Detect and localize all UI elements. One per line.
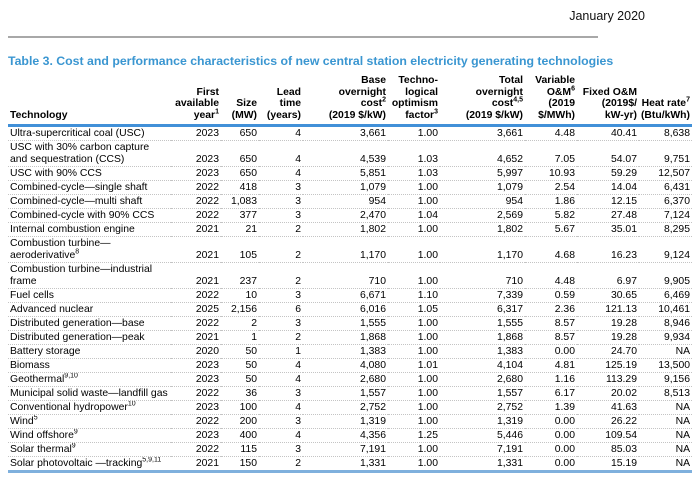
table-title: Table 3. Cost and performance characteristics of new central station electricity generating technologies — [8, 54, 614, 68]
value-cell: 9,905 — [639, 263, 692, 289]
value-cell: 0.00 — [525, 429, 577, 443]
value-cell: 1.00 — [388, 263, 440, 289]
value-cell: 200 — [221, 415, 259, 429]
value-cell: 1,802 — [303, 223, 388, 237]
value-cell: 2022 — [171, 181, 221, 195]
table-row — [8, 223, 692, 237]
value-cell: 1 — [221, 331, 259, 345]
value-cell: 10 — [221, 289, 259, 303]
value-cell: 27.48 — [577, 209, 639, 223]
value-cell: 105 — [221, 237, 259, 263]
value-cell: 2,680 — [303, 373, 388, 387]
table-row — [8, 126, 692, 141]
value-cell: 50 — [221, 373, 259, 387]
value-cell: 1.00 — [388, 415, 440, 429]
value-cell: 2023 — [171, 141, 221, 167]
value-cell: 1,383 — [440, 345, 525, 359]
table-row — [8, 195, 692, 209]
value-cell: 113.29 — [577, 373, 639, 387]
value-cell: 7,339 — [440, 289, 525, 303]
value-cell: 9,156 — [639, 373, 692, 387]
value-cell: 6,431 — [639, 181, 692, 195]
value-cell: 5,997 — [440, 167, 525, 181]
value-cell: 6,016 — [303, 303, 388, 317]
column-header-first-available-year: First available year$^1$ — [171, 75, 221, 126]
value-cell: 2,752 — [440, 401, 525, 415]
value-cell: 50 — [221, 359, 259, 373]
value-cell: 2022 — [171, 387, 221, 401]
top-rule — [8, 36, 598, 38]
table-row — [8, 289, 692, 303]
value-cell: NA — [639, 457, 692, 472]
value-cell: 4.48 — [525, 126, 577, 141]
table-row — [8, 167, 692, 181]
value-cell: 650 — [221, 167, 259, 181]
value-cell: 15.19 — [577, 457, 639, 472]
value-cell: 7,191 — [303, 443, 388, 457]
technology-cell: Wind offshore$^9$ — [8, 429, 171, 443]
value-cell: 0.00 — [525, 457, 577, 472]
value-cell: 4,652 — [440, 141, 525, 167]
value-cell: 710 — [303, 263, 388, 289]
value-cell: 1.01 — [388, 359, 440, 373]
value-cell: 35.01 — [577, 223, 639, 237]
value-cell: 85.03 — [577, 443, 639, 457]
value-cell: 14.04 — [577, 181, 639, 195]
value-cell: 1.00 — [388, 126, 440, 141]
technology-cell: Solar thermal$^9$ — [8, 443, 171, 457]
value-cell: 3 — [259, 317, 303, 331]
value-cell: 237 — [221, 263, 259, 289]
table-row — [8, 331, 692, 345]
value-cell: 418 — [221, 181, 259, 195]
value-cell: 2023 — [171, 126, 221, 141]
value-cell: 4,539 — [303, 141, 388, 167]
value-cell: 9,934 — [639, 331, 692, 345]
technology-cell: Distributed generation—peak — [8, 331, 171, 345]
value-cell: 2 — [259, 331, 303, 345]
value-cell: 16.23 — [577, 237, 639, 263]
technology-cell: Combined-cycle—single shaft — [8, 181, 171, 195]
value-cell: 2020 — [171, 345, 221, 359]
technology-cell: Distributed generation—base — [8, 317, 171, 331]
value-cell: 1.16 — [525, 373, 577, 387]
technology-cell: Advanced nuclear — [8, 303, 171, 317]
value-cell: 2,470 — [303, 209, 388, 223]
value-cell: NA — [639, 401, 692, 415]
table-row — [8, 387, 692, 401]
issue-date: January 2020 — [569, 9, 645, 23]
value-cell: 0.00 — [525, 345, 577, 359]
value-cell: 1.00 — [388, 401, 440, 415]
value-cell: 2,752 — [303, 401, 388, 415]
value-cell: 2023 — [171, 373, 221, 387]
value-cell: 8,295 — [639, 223, 692, 237]
value-cell: 2 — [259, 237, 303, 263]
value-cell: 6,469 — [639, 289, 692, 303]
technology-cell: Combustion turbine—industrial frame — [8, 263, 171, 289]
value-cell: 2022 — [171, 415, 221, 429]
value-cell: 1.00 — [388, 331, 440, 345]
value-cell: 8,946 — [639, 317, 692, 331]
value-cell: 9,751 — [639, 141, 692, 167]
table-row — [8, 317, 692, 331]
table-row — [8, 443, 692, 457]
value-cell: 2021 — [171, 331, 221, 345]
value-cell: 8,513 — [639, 387, 692, 401]
table-header — [8, 75, 692, 126]
table-row — [8, 401, 692, 415]
value-cell: 2 — [221, 317, 259, 331]
value-cell: 26.22 — [577, 415, 639, 429]
value-cell: 41.63 — [577, 401, 639, 415]
value-cell: 1.00 — [388, 373, 440, 387]
value-cell: 954 — [440, 195, 525, 209]
value-cell: 0.00 — [525, 443, 577, 457]
table-row — [8, 457, 692, 472]
value-cell: 8.57 — [525, 317, 577, 331]
value-cell: 6.17 — [525, 387, 577, 401]
table-row — [8, 415, 692, 429]
value-cell: 650 — [221, 141, 259, 167]
value-cell: 40.41 — [577, 126, 639, 141]
table-row — [8, 429, 692, 443]
value-cell: 1.00 — [388, 195, 440, 209]
value-cell: 1.00 — [388, 345, 440, 359]
value-cell: 1 — [259, 345, 303, 359]
value-cell: 400 — [221, 429, 259, 443]
value-cell: 1,557 — [303, 387, 388, 401]
value-cell: 1.03 — [388, 141, 440, 167]
value-cell: 21 — [221, 223, 259, 237]
column-header-size-mw: Size (MW) — [221, 75, 259, 126]
value-cell: 6 — [259, 303, 303, 317]
value-cell: 7.05 — [525, 141, 577, 167]
value-cell: 2 — [259, 263, 303, 289]
value-cell: 1.00 — [388, 443, 440, 457]
value-cell: 1.00 — [388, 457, 440, 472]
value-cell: 19.28 — [577, 331, 639, 345]
value-cell: 3,661 — [440, 126, 525, 141]
column-header-base-overnight-cost: Base overnight cost$^2$ (2019 $/kW) — [303, 75, 388, 126]
value-cell: 1.00 — [388, 317, 440, 331]
value-cell: 9,124 — [639, 237, 692, 263]
value-cell: 2021 — [171, 263, 221, 289]
value-cell: 54.07 — [577, 141, 639, 167]
value-cell: 2021 — [171, 223, 221, 237]
value-cell: 2025 — [171, 303, 221, 317]
value-cell: 150 — [221, 457, 259, 472]
table-row — [8, 345, 692, 359]
value-cell: 50 — [221, 345, 259, 359]
value-cell: 4,356 — [303, 429, 388, 443]
value-cell: 2,569 — [440, 209, 525, 223]
technology-cell: Geothermal$^{9,10}$ — [8, 373, 171, 387]
value-cell: 650 — [221, 126, 259, 141]
value-cell: 2,156 — [221, 303, 259, 317]
value-cell: 24.70 — [577, 345, 639, 359]
table-row — [8, 359, 692, 373]
value-cell: 125.19 — [577, 359, 639, 373]
value-cell: 1.10 — [388, 289, 440, 303]
value-cell: 7,191 — [440, 443, 525, 457]
value-cell: 5,446 — [440, 429, 525, 443]
value-cell: 1,319 — [440, 415, 525, 429]
value-cell: 13,500 — [639, 359, 692, 373]
value-cell: 2023 — [171, 359, 221, 373]
value-cell: 30.65 — [577, 289, 639, 303]
value-cell: 0.59 — [525, 289, 577, 303]
value-cell: 3 — [259, 443, 303, 457]
value-cell: 6.97 — [577, 263, 639, 289]
technology-cell: Combined-cycle—multi shaft — [8, 195, 171, 209]
value-cell: 8,638 — [639, 126, 692, 141]
value-cell: 2023 — [171, 429, 221, 443]
value-cell: 3 — [259, 415, 303, 429]
value-cell: 1.25 — [388, 429, 440, 443]
technology-cell: Wind$^5$ — [8, 415, 171, 429]
value-cell: 1,331 — [303, 457, 388, 472]
table-row — [8, 209, 692, 223]
value-cell: 2 — [259, 223, 303, 237]
value-cell: 4 — [259, 401, 303, 415]
header-row — [8, 75, 692, 126]
value-cell: 2023 — [171, 167, 221, 181]
value-cell: 2021 — [171, 237, 221, 263]
table-row — [8, 303, 692, 317]
value-cell: 109.54 — [577, 429, 639, 443]
value-cell: 4 — [259, 359, 303, 373]
value-cell: 4,080 — [303, 359, 388, 373]
value-cell: 2,680 — [440, 373, 525, 387]
value-cell: 4.81 — [525, 359, 577, 373]
value-cell: 954 — [303, 195, 388, 209]
value-cell: 12.15 — [577, 195, 639, 209]
value-cell: 1,383 — [303, 345, 388, 359]
value-cell: 5,851 — [303, 167, 388, 181]
value-cell: 6,370 — [639, 195, 692, 209]
value-cell: 1.00 — [388, 181, 440, 195]
value-cell: 1,170 — [440, 237, 525, 263]
value-cell: 1.03 — [388, 167, 440, 181]
value-cell: 3 — [259, 387, 303, 401]
technology-cell: Combustion turbine—aeroderivative$^8$ — [8, 237, 171, 263]
cost-performance-table — [8, 75, 692, 473]
value-cell: 1,868 — [440, 331, 525, 345]
technology-cell: USC with 30% carbon capture and sequestration (CCS) — [8, 141, 171, 167]
value-cell: 1,555 — [303, 317, 388, 331]
technology-cell: Solar photovoltaic —tracking$^{5,9,11}$ — [8, 457, 171, 472]
value-cell: 1.05 — [388, 303, 440, 317]
value-cell: 2021 — [171, 457, 221, 472]
value-cell: 4.68 — [525, 237, 577, 263]
value-cell: 115 — [221, 443, 259, 457]
table-row — [8, 237, 692, 263]
technology-cell: Municipal solid waste—landfill gas — [8, 387, 171, 401]
technology-cell: Fuel cells — [8, 289, 171, 303]
value-cell: 5.82 — [525, 209, 577, 223]
technology-cell: Combined-cycle with 90% CCS — [8, 209, 171, 223]
value-cell: 6,317 — [440, 303, 525, 317]
value-cell: 1.86 — [525, 195, 577, 209]
value-cell: 1.39 — [525, 401, 577, 415]
value-cell: 4,104 — [440, 359, 525, 373]
value-cell: 4 — [259, 141, 303, 167]
value-cell: 3,661 — [303, 126, 388, 141]
value-cell: 3 — [259, 195, 303, 209]
value-cell: 3 — [259, 181, 303, 195]
table-row — [8, 373, 692, 387]
value-cell: 4 — [259, 167, 303, 181]
value-cell: 121.13 — [577, 303, 639, 317]
technology-cell: Ultra-supercritical coal (USC) — [8, 126, 171, 141]
value-cell: 1.04 — [388, 209, 440, 223]
value-cell: 59.29 — [577, 167, 639, 181]
value-cell: 4 — [259, 126, 303, 141]
value-cell: 377 — [221, 209, 259, 223]
value-cell: NA — [639, 429, 692, 443]
table-row — [8, 141, 692, 167]
value-cell: 10,461 — [639, 303, 692, 317]
value-cell: 3 — [259, 209, 303, 223]
technology-cell: Biomass — [8, 359, 171, 373]
table-row — [8, 181, 692, 195]
value-cell: 2023 — [171, 401, 221, 415]
value-cell: 1,331 — [440, 457, 525, 472]
value-cell: 2022 — [171, 443, 221, 457]
value-cell: 1,079 — [440, 181, 525, 195]
value-cell: 2022 — [171, 289, 221, 303]
column-header-variable-om: Variable $O\&M^6$ (2019 $/MWh) — [525, 75, 577, 126]
value-cell: 5.67 — [525, 223, 577, 237]
value-cell: 1,079 — [303, 181, 388, 195]
value-cell: 1,557 — [440, 387, 525, 401]
value-cell: 7,124 — [639, 209, 692, 223]
value-cell: 2.54 — [525, 181, 577, 195]
column-header-technology: Technology — [8, 75, 171, 126]
value-cell: 36 — [221, 387, 259, 401]
technology-cell: Conventional hydropower$^{10}$ — [8, 401, 171, 415]
value-cell: 1.00 — [388, 237, 440, 263]
value-cell: NA — [639, 443, 692, 457]
value-cell: 10.93 — [525, 167, 577, 181]
value-cell: NA — [639, 345, 692, 359]
value-cell: 100 — [221, 401, 259, 415]
value-cell: NA — [639, 415, 692, 429]
value-cell: 1,802 — [440, 223, 525, 237]
value-cell: 4 — [259, 429, 303, 443]
value-cell: 2 — [259, 457, 303, 472]
column-header-heat-rate: Heat rate$^7$ (Btu/kWh) — [639, 75, 692, 126]
value-cell: 1,170 — [303, 237, 388, 263]
value-cell: 1,083 — [221, 195, 259, 209]
value-cell: 4 — [259, 373, 303, 387]
column-header-technological-optimism-factor: Techno- logical optimism factor$^3$ — [388, 75, 440, 126]
value-cell: 8.57 — [525, 331, 577, 345]
column-header-fixed-om: Fixed O&M (2019$/ kW-yr) — [577, 75, 639, 126]
technology-cell: Battery storage — [8, 345, 171, 359]
value-cell: 1,868 — [303, 331, 388, 345]
value-cell: 1.00 — [388, 223, 440, 237]
column-header-lead-time: Lead time (years) — [259, 75, 303, 126]
value-cell: 1.00 — [388, 387, 440, 401]
value-cell: 2022 — [171, 317, 221, 331]
value-cell: 3 — [259, 289, 303, 303]
value-cell: 20.02 — [577, 387, 639, 401]
value-cell: 2.36 — [525, 303, 577, 317]
table-body — [8, 126, 692, 472]
technology-cell: Internal combustion engine — [8, 223, 171, 237]
table-row — [8, 263, 692, 289]
value-cell: 1,319 — [303, 415, 388, 429]
column-header-total-overnight-cost: Total overnight cost$^{4,5}$ (2019 $/kW) — [440, 75, 525, 126]
value-cell: 4.48 — [525, 263, 577, 289]
value-cell: 0.00 — [525, 415, 577, 429]
value-cell: 1,555 — [440, 317, 525, 331]
value-cell: 2022 — [171, 195, 221, 209]
value-cell: 19.28 — [577, 317, 639, 331]
technology-cell: USC with 90% CCS — [8, 167, 171, 181]
value-cell: 710 — [440, 263, 525, 289]
value-cell: 12,507 — [639, 167, 692, 181]
value-cell: 6,671 — [303, 289, 388, 303]
value-cell: 2022 — [171, 209, 221, 223]
